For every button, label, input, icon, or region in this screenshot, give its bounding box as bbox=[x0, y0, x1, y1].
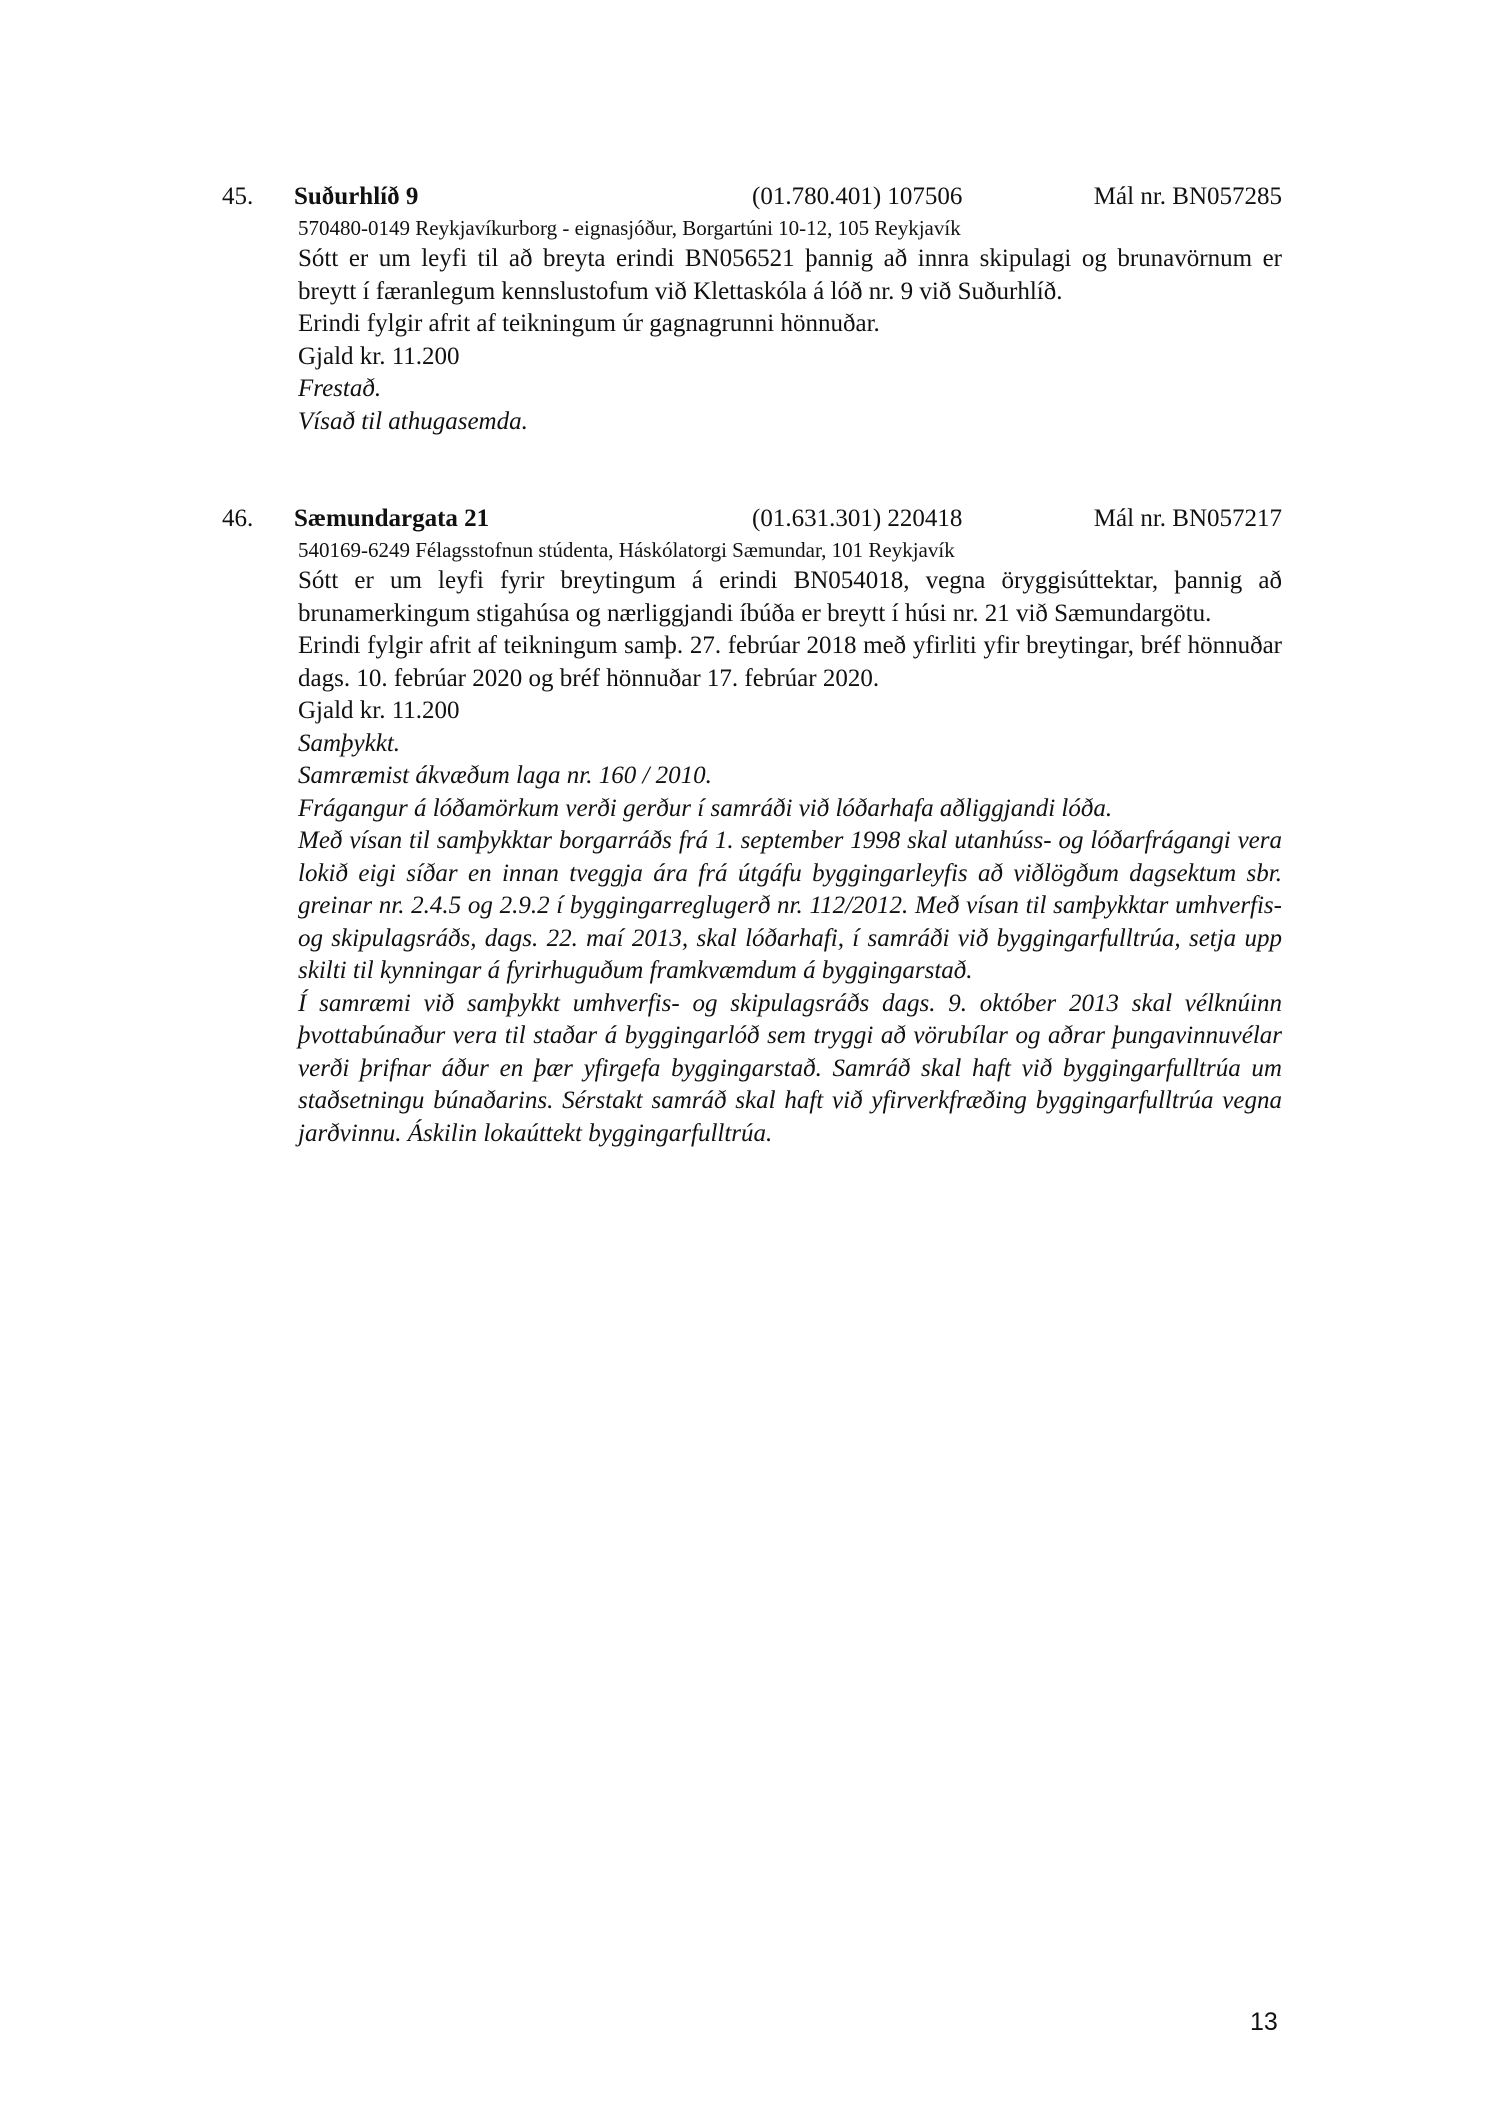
case-reference: (01.631.301) 220418 bbox=[752, 505, 963, 532]
case-applicant: 540169-6249 Félagsstofnun stúdenta, Háskólatorgi Sæmundar, 101 Reykjavík bbox=[298, 538, 955, 562]
case-decision: Samþykkt. bbox=[298, 729, 401, 757]
case-reference: (01.780.401) 107506 bbox=[752, 183, 963, 210]
case-decision: Með vísan til samþykktar borgarráðs frá 1. september 1998 skal utanhúss- og lóðarfrágangi vera lokið eigi síðar en innan tveggja ára frá útgáfu byggingarleyfis að viðlögðum dagsektum sbr. greinar nr. 2.4.5 og 2.9.2 í byggingarreglugerð nr. 112/2012. Með vísan til samþykktar umhverfis- og skipulagsráðs, dags. 22. maí 2013, skal lóðarhafi, í samráði við byggingarfulltrúa, setja upp skilti til kynningar á fyrirhuguðum framkvæmdum á byggingarstað. bbox=[298, 827, 1282, 984]
case-46 bbox=[222, 502, 1282, 1150]
case-applicant: 570480-0149 Reykjavíkurborg - eignasjóður, Borgartúni 10-12, 105 Reykjavík bbox=[298, 216, 961, 240]
case-header bbox=[222, 502, 1282, 536]
case-attachments: Erindi fylgir afrit af teikningum samþ. 27. febrúar 2018 með yfirliti yfir breytingar, bréf hönnuðar dags. 10. febrúar 2020 og bréf hönnuðar 17. febrúar 2020. bbox=[298, 632, 1282, 692]
case-decision: Samræmist ákvæðum laga nr. 160 / 2010. bbox=[298, 762, 712, 789]
case-45 bbox=[222, 180, 1282, 438]
case-header bbox=[222, 180, 1282, 214]
case-decision: Frestað. bbox=[298, 375, 382, 402]
case-description: Sótt er um leyfi fyrir breytingum á erindi BN054018, vegna öryggisúttektar, þannig að brunamerkingum stigahúsa og nærliggjandi íbúða er breytt í húsi nr. 21 við Sæmundargötu. bbox=[298, 567, 1282, 627]
case-address: Sæmundargata 21 bbox=[294, 505, 490, 532]
case-body bbox=[298, 536, 1282, 1150]
case-fee: Gjald kr. 11.200 bbox=[298, 342, 460, 370]
case-description: Sótt er um leyfi til að breyta erindi BN056521 þannig að innra skipulagi og brunavörnum er breytt í færanlegum kennslustofum við Klettaskóla á lóð nr. 9 við Suðurhlíð. bbox=[298, 245, 1282, 305]
case-decision: Vísað til athugasemda. bbox=[298, 407, 528, 435]
case-body bbox=[298, 214, 1282, 438]
page-number: 13 bbox=[1250, 2008, 1278, 2036]
case-number: 46. bbox=[222, 505, 254, 532]
case-number-id: Mál nr. BN057285 bbox=[1093, 183, 1282, 210]
case-decision: Í samræmi við samþykkt umhverfis- og skipulagsráðs dags. 9. október 2013 skal vélknúinn þvottabúnaður vera til staðar á byggingarlóð sem tryggi að vörubílar og aðrar þungavinnuvélar verði þrifnar áður en þær yfirgefa byggingarstað. Samráð skal haft við byggingarfulltrúa um staðsetningu búnaðarins. Sérstakt samráð skal haft við yfirverkfræðing byggingarfulltrúa vegna jarðvinnu. Áskilin lokaúttekt byggingarfulltrúa. bbox=[298, 989, 1282, 1147]
case-number-id: Mál nr. BN057217 bbox=[1093, 505, 1282, 532]
case-number: 45. bbox=[222, 183, 254, 210]
case-fee: Gjald kr. 11.200 bbox=[298, 697, 460, 724]
case-address: Suðurhlíð 9 bbox=[294, 183, 419, 210]
case-attachments: Erindi fylgir afrit af teikningum úr gagnagrunni hönnuðar. bbox=[298, 310, 880, 337]
case-decision: Frágangur á lóðamörkum verði gerður í samráði við lóðarhafa aðliggjandi lóða. bbox=[298, 794, 1113, 822]
